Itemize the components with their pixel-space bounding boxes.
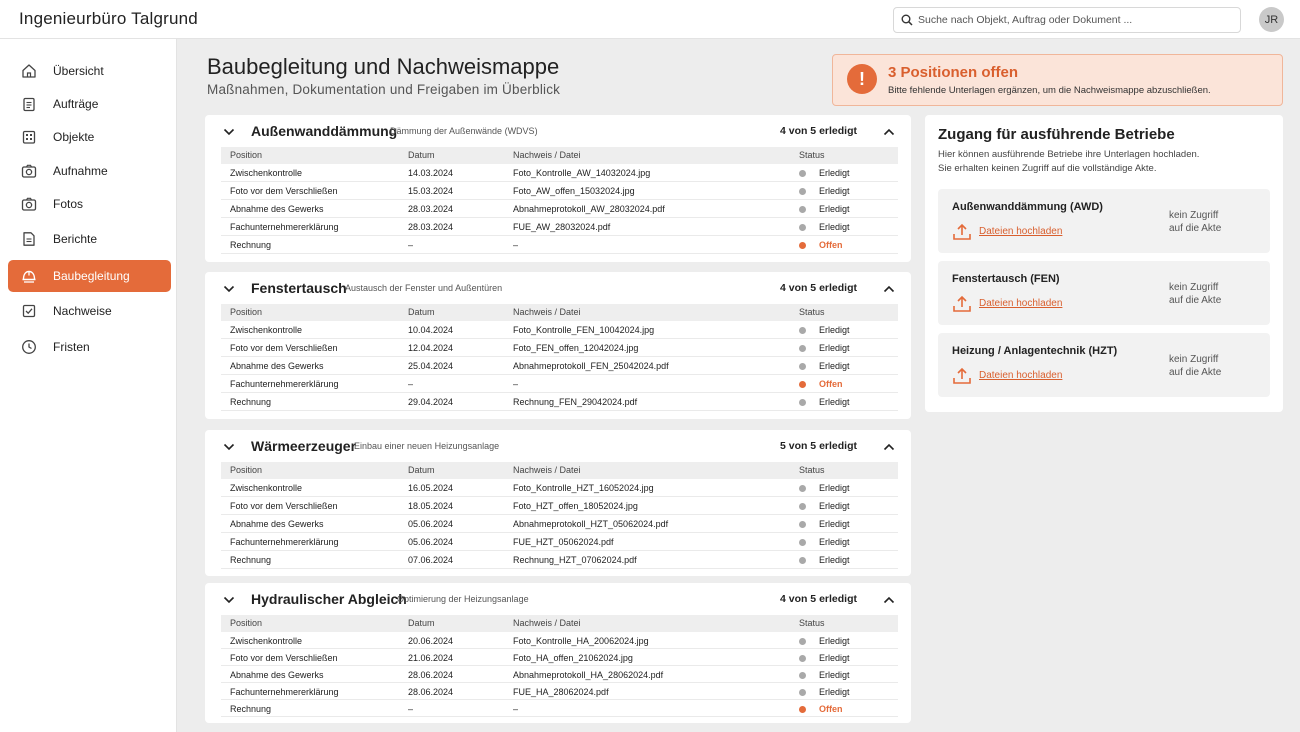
row-position: Zwischenkontrolle [230, 325, 303, 335]
status-badge [799, 343, 850, 353]
row-file: – [513, 379, 519, 389]
row-position: Rechnung [230, 555, 272, 565]
status-label: Erledigt [819, 537, 850, 547]
table-row[interactable] [221, 700, 898, 717]
column-header-position: Position [230, 307, 263, 317]
row-position: Foto vor dem Verschließen [230, 343, 338, 353]
alert-title: 3 Positionen offen [888, 64, 1019, 81]
no-access-note: kein Zugriff auf die Akte [1169, 354, 1222, 378]
sidebar-item-label: Objekte [53, 130, 95, 144]
row-date: 21.06.2024 [408, 653, 454, 663]
sidebar-item-label: Fotos [53, 197, 84, 211]
row-file[interactable]: Foto_AW_offen_15032024.jpg [513, 186, 635, 196]
chevron-down-icon[interactable] [222, 125, 236, 139]
status-dot [799, 521, 806, 528]
alert-text: Bitte fehlende Unterlagen ergänzen, um die Nachweismappe abzuschließen. [888, 85, 1211, 96]
row-file[interactable]: Foto_HA_offen_21062024.jpg [513, 653, 633, 663]
sidebar-item-label: Übersicht [53, 64, 104, 78]
section-card [205, 272, 911, 419]
home-icon [21, 63, 37, 79]
row-date: 29.04.2024 [408, 397, 454, 407]
section-card [205, 583, 911, 723]
sidebar-item-label: Fristen [53, 340, 90, 354]
upload-link[interactable]: Dateien hochladen [979, 370, 1063, 381]
avatar[interactable]: JR [1259, 7, 1284, 32]
chevron-down-icon[interactable] [222, 440, 236, 454]
chevron-up-icon[interactable] [882, 125, 896, 139]
row-position: Fachunternehmererklärung [230, 687, 339, 697]
table-header [221, 304, 898, 321]
search-box[interactable] [893, 7, 1241, 33]
section-description: Optimierung der Heizungsanlage [397, 594, 529, 604]
status-badge [799, 240, 843, 250]
status-badge [799, 687, 850, 697]
chevron-up-icon[interactable] [882, 282, 896, 296]
row-position: Zwischenkontrolle [230, 636, 303, 646]
status-label: Erledigt [819, 687, 850, 697]
row-position: Zwischenkontrolle [230, 483, 303, 493]
column-header-file: Nachweis / Datei [513, 465, 581, 475]
row-position: Abnahme des Gewerks [230, 519, 324, 529]
status-badge [799, 361, 850, 371]
row-date: 28.06.2024 [408, 670, 454, 680]
sidebar-item-label: Aufträge [53, 97, 99, 111]
row-date: 28.03.2024 [408, 204, 454, 214]
status-badge [799, 537, 850, 547]
access-item-fen [938, 261, 1270, 325]
section-progress: 5 von 5 erledigt [779, 440, 857, 452]
access-item-hzt [938, 333, 1270, 397]
row-date: 05.06.2024 [408, 519, 454, 529]
open-items-alert [832, 54, 1283, 106]
row-position: Fachunternehmererklärung [230, 222, 339, 232]
row-date: 15.03.2024 [408, 186, 454, 196]
sidebar-item-label: Aufnahme [53, 164, 108, 178]
status-label: Erledigt [819, 519, 850, 529]
row-position: Foto vor dem Verschließen [230, 186, 338, 196]
table-row[interactable] [221, 236, 898, 254]
status-label: Offen [819, 704, 843, 714]
clipboard-icon [21, 96, 37, 112]
table-row[interactable] [221, 321, 898, 339]
table-row[interactable] [221, 200, 898, 218]
status-badge [799, 204, 850, 214]
status-badge [799, 222, 850, 232]
page-subtitle: Maßnahmen, Dokumentation und Freigaben im Überblick [207, 82, 561, 97]
sidebar-item-aufnahme[interactable] [8, 155, 171, 187]
section-card [205, 115, 911, 262]
status-label: Erledigt [819, 636, 850, 646]
status-badge [799, 168, 850, 178]
status-dot [799, 539, 806, 546]
column-header-date: Datum [408, 618, 435, 628]
status-dot [799, 170, 806, 177]
column-header-position: Position [230, 465, 263, 475]
contractor-access-panel [925, 115, 1283, 412]
column-header-status: Status [799, 618, 825, 628]
section-title[interactable]: Wärmeerzeuger [251, 438, 357, 454]
row-position: Abnahme des Gewerks [230, 204, 324, 214]
status-dot [799, 345, 806, 352]
status-badge [799, 519, 850, 529]
sidebar-item-berichte[interactable] [8, 223, 171, 255]
search-input[interactable] [918, 11, 1233, 29]
row-date: 14.03.2024 [408, 168, 454, 178]
status-badge [799, 483, 850, 493]
status-badge [799, 636, 850, 646]
column-header-date: Datum [408, 465, 435, 475]
table-row[interactable] [221, 683, 898, 700]
column-header-date: Datum [408, 150, 435, 160]
row-date: 25.04.2024 [408, 361, 454, 371]
access-description: Sie erhalten keinen Zugriff auf die vollständige Akte. [938, 163, 1157, 174]
sidebar-item-label: Baubegleitung [53, 269, 130, 283]
chevron-up-icon[interactable] [882, 593, 896, 607]
row-position: Abnahme des Gewerks [230, 670, 324, 680]
row-date: 28.06.2024 [408, 687, 454, 697]
access-item-awd [938, 189, 1270, 253]
document-icon [21, 231, 37, 247]
upload-link[interactable]: Dateien hochladen [979, 298, 1063, 309]
sidebar-item-fristen[interactable] [8, 331, 171, 363]
column-header-file: Nachweis / Datei [513, 618, 581, 628]
exclamation-icon: ! [847, 64, 877, 94]
table-row[interactable] [221, 375, 898, 393]
row-file[interactable]: Abnahmeprotokoll_FEN_25042024.pdf [513, 361, 669, 371]
section-progress: 4 von 5 erledigt [779, 593, 857, 605]
status-dot [799, 188, 806, 195]
row-date: 05.06.2024 [408, 537, 454, 547]
status-label: Erledigt [819, 361, 850, 371]
status-badge [799, 325, 850, 335]
status-label: Erledigt [819, 204, 850, 214]
status-dot [799, 557, 806, 564]
table-row[interactable] [221, 497, 898, 515]
row-file: – [513, 704, 519, 714]
section-title[interactable]: Außenwanddämmung [251, 123, 398, 139]
sidebar [0, 39, 177, 732]
row-file[interactable]: Foto_Kontrolle_HZT_16052024.jpg [513, 483, 654, 493]
section-progress: 4 von 5 erledigt [779, 125, 857, 137]
section-title[interactable]: Fenstertausch [251, 280, 347, 296]
row-file[interactable]: Foto_Kontrolle_FEN_10042024.jpg [513, 325, 655, 335]
table-row[interactable] [221, 551, 898, 569]
chevron-down-icon[interactable] [222, 282, 236, 296]
column-header-date: Datum [408, 307, 435, 317]
status-badge [799, 379, 843, 389]
row-position: Fachunternehmererklärung [230, 379, 339, 389]
status-badge [799, 186, 850, 196]
row-date: – [408, 704, 414, 714]
status-dot [799, 327, 806, 334]
section-description: Dämmung der Außenwände (WDVS) [390, 126, 538, 136]
row-position: Abnahme des Gewerks [230, 361, 324, 371]
access-item-name: Heizung / Anlagentechnik (HZT) [952, 345, 1118, 357]
chevron-up-icon[interactable] [882, 440, 896, 454]
upload-link[interactable]: Dateien hochladen [979, 226, 1063, 237]
table-header [221, 147, 898, 164]
row-file[interactable]: Rechnung_HZT_07062024.pdf [513, 555, 637, 565]
table-row[interactable] [221, 393, 898, 411]
row-file[interactable]: Abnahmeprotokoll_HA_28062024.pdf [513, 670, 664, 680]
helmet-icon [21, 268, 37, 284]
table-row[interactable] [221, 218, 898, 236]
camera-icon [21, 196, 37, 212]
row-position: Fachunternehmererklärung [230, 537, 339, 547]
status-dot [799, 655, 806, 662]
status-dot [799, 485, 806, 492]
status-dot [799, 706, 806, 713]
status-label: Erledigt [819, 168, 850, 178]
row-file[interactable]: Foto_Kontrolle_AW_14032024.jpg [513, 168, 651, 178]
status-badge [799, 704, 843, 714]
row-date: – [408, 240, 414, 250]
checkbox-icon [21, 303, 37, 319]
row-position: Rechnung [230, 397, 272, 407]
table-row[interactable] [221, 666, 898, 683]
section-description: Einbau einer neuen Heizungsanlage [354, 441, 500, 451]
row-date: 16.05.2024 [408, 483, 454, 493]
search-icon [901, 14, 913, 26]
column-header-position: Position [230, 618, 263, 628]
status-dot [799, 503, 806, 510]
clock-icon [21, 339, 37, 355]
row-position: Rechnung [230, 240, 272, 250]
status-label: Erledigt [819, 555, 850, 565]
table-row[interactable] [221, 649, 898, 666]
app-title: Ingenieurbüro Talgrund [19, 9, 198, 28]
status-dot [799, 381, 806, 388]
table-row[interactable] [221, 533, 898, 551]
status-dot [799, 242, 806, 249]
building-icon [21, 129, 37, 145]
section-title[interactable]: Hydraulischer Abgleich [251, 591, 407, 607]
status-dot [799, 224, 806, 231]
row-date: 07.06.2024 [408, 555, 454, 565]
row-file[interactable]: Foto_FEN_offen_12042024.jpg [513, 343, 639, 353]
status-dot [799, 363, 806, 370]
row-file[interactable]: FUE_AW_28032024.pdf [513, 222, 611, 232]
status-label: Offen [819, 240, 843, 250]
camera-icon [21, 163, 37, 179]
status-label: Erledigt [819, 670, 850, 680]
table-header [221, 615, 898, 632]
status-label: Erledigt [819, 222, 850, 232]
status-label: Erledigt [819, 397, 850, 407]
access-title: Zugang für ausführende Betriebe [938, 126, 1175, 143]
status-dot [799, 672, 806, 679]
table-header [221, 462, 898, 479]
section-description: Austausch der Fenster und Außentüren [345, 283, 503, 293]
row-position: Foto vor dem Verschließen [230, 653, 338, 663]
section-card [205, 430, 911, 576]
page-title: Baubegleitung und Nachweismappe [207, 54, 560, 79]
top-bar [0, 0, 1300, 39]
sidebar-item-fotos[interactable] [8, 188, 171, 220]
chevron-down-icon[interactable] [222, 593, 236, 607]
row-file[interactable]: Rechnung_FEN_29042024.pdf [513, 397, 638, 407]
row-date: 10.04.2024 [408, 325, 454, 335]
upload-icon[interactable] [952, 222, 972, 242]
row-file[interactable]: FUE_HA_28062024.pdf [513, 687, 609, 697]
row-file[interactable]: Abnahmeprotokoll_AW_28032024.pdf [513, 204, 665, 214]
row-date: – [408, 379, 414, 389]
column-header-file: Nachweis / Datei [513, 307, 581, 317]
status-label: Erledigt [819, 186, 850, 196]
row-position: Rechnung [230, 704, 272, 714]
row-file[interactable]: Foto_Kontrolle_HA_20062024.jpg [513, 636, 649, 646]
sidebar-item-label: Berichte [53, 232, 98, 246]
upload-icon[interactable] [952, 366, 972, 386]
status-badge [799, 653, 850, 663]
status-badge [799, 670, 850, 680]
section-progress: 4 von 5 erledigt [779, 282, 857, 294]
row-date: 18.05.2024 [408, 501, 454, 511]
column-header-position: Position [230, 150, 263, 160]
row-file[interactable]: Abnahmeprotokoll_HZT_05062024.pdf [513, 519, 669, 529]
no-access-note: kein Zugriff auf die Akte [1169, 210, 1222, 234]
table-row[interactable] [221, 182, 898, 200]
status-dot [799, 689, 806, 696]
row-date: 20.06.2024 [408, 636, 454, 646]
sidebar-item-auftraege[interactable] [8, 88, 171, 120]
row-date: 28.03.2024 [408, 222, 454, 232]
table-row[interactable] [221, 632, 898, 649]
sidebar-item-uebersicht[interactable] [8, 55, 171, 87]
column-header-file: Nachweis / Datei [513, 150, 581, 160]
column-header-status: Status [799, 465, 825, 475]
table-row[interactable] [221, 515, 898, 533]
sidebar-item-label: Nachweise [53, 304, 112, 318]
column-header-status: Status [799, 150, 825, 160]
table-row[interactable] [221, 357, 898, 375]
sidebar-item-nachweise[interactable] [8, 295, 171, 327]
status-label: Offen [819, 379, 843, 389]
status-label: Erledigt [819, 325, 850, 335]
status-badge [799, 555, 850, 565]
upload-icon[interactable] [952, 294, 972, 314]
sidebar-item-baubegleitung[interactable] [8, 260, 171, 292]
status-dot [799, 399, 806, 406]
status-label: Erledigt [819, 501, 850, 511]
row-file[interactable]: Foto_HZT_offen_18052024.jpg [513, 501, 638, 511]
row-file: – [513, 240, 519, 250]
status-label: Erledigt [819, 483, 850, 493]
row-position: Zwischenkontrolle [230, 168, 303, 178]
status-label: Erledigt [819, 653, 850, 663]
table-row[interactable] [221, 479, 898, 497]
status-dot [799, 206, 806, 213]
table-row[interactable] [221, 164, 898, 182]
status-badge [799, 501, 850, 511]
status-dot [799, 638, 806, 645]
sidebar-item-objekte[interactable] [8, 121, 171, 153]
status-badge [799, 397, 850, 407]
no-access-note: kein Zugriff auf die Akte [1169, 282, 1222, 306]
access-item-name: Außenwanddämmung (AWD) [952, 201, 1103, 213]
row-file[interactable]: FUE_HZT_05062024.pdf [513, 537, 614, 547]
column-header-status: Status [799, 307, 825, 317]
access-description: Hier können ausführende Betriebe ihre Unterlagen hochladen. [938, 149, 1200, 160]
table-row[interactable] [221, 339, 898, 357]
row-position: Foto vor dem Verschließen [230, 501, 338, 511]
access-item-name: Fenstertausch (FEN) [952, 273, 1060, 285]
row-date: 12.04.2024 [408, 343, 454, 353]
status-label: Erledigt [819, 343, 850, 353]
